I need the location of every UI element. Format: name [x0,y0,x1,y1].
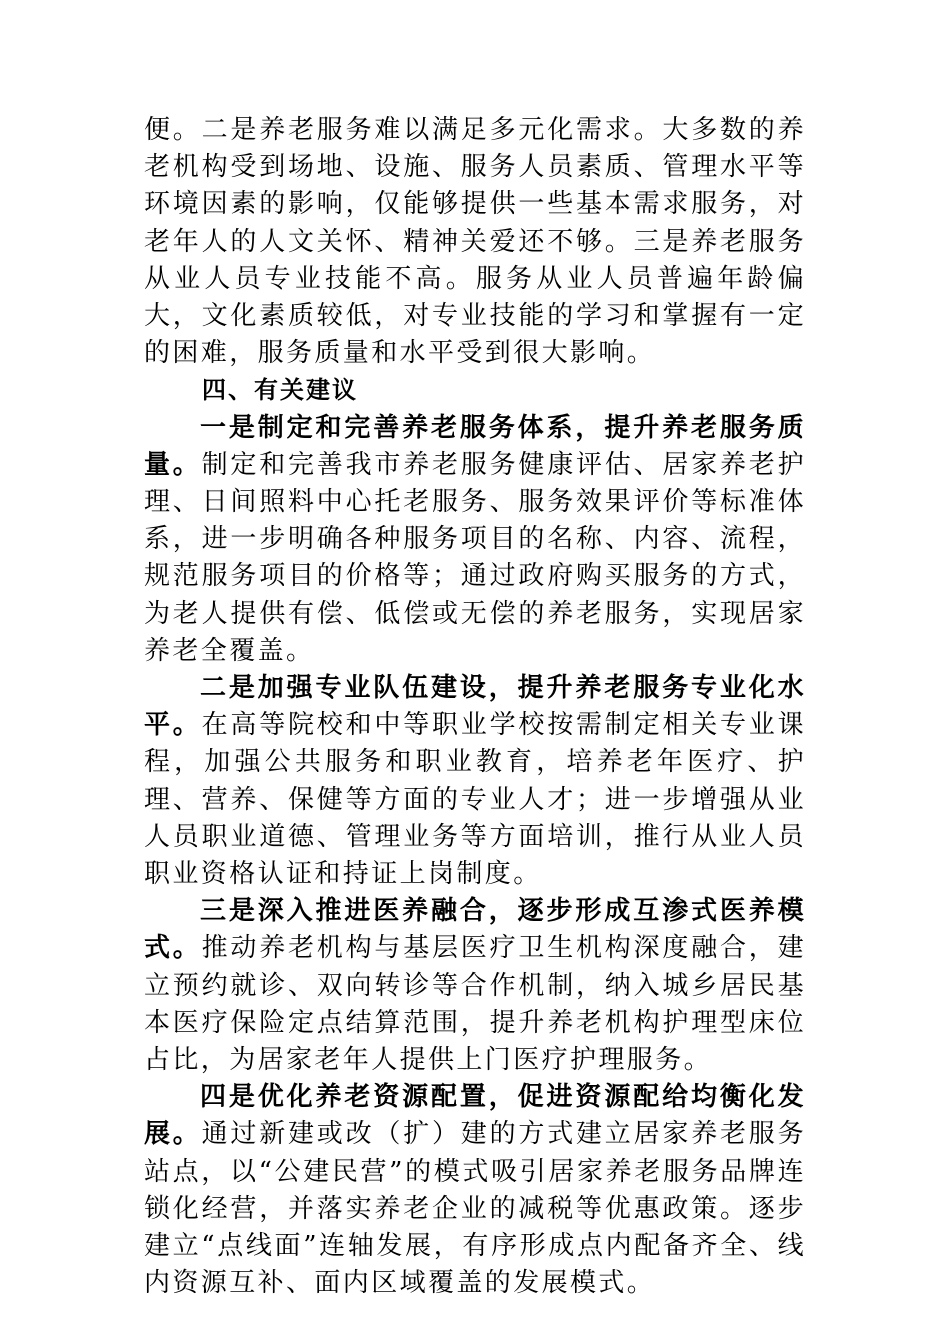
suggestion-lead: 四是优化养老资源配置，促进资源配给均衡化发展。 [144,1082,806,1150]
suggestion-paragraph-4 [144,1079,806,1302]
section-heading: 四、有关建议 [202,376,358,405]
suggestion-paragraph-2 [144,670,806,893]
suggestion-lead: 三是深入推进医养融合，逐步形成互渗式医养模式。 [144,896,806,964]
suggestion-lead: 一是制定和完善养老服务体系，提升养老服务质量。 [144,412,806,480]
suggestion-body: 在高等院校和中等职业学校按需制定相关专业课程，加强公共服务和职业教育，培养老年医疗、护理、营养、保健等方面的专业人才；进一步增强从业人员职业道德、管理业务等方面培训，推行从业人员职业资格认证和持证上岗制度。 [144,710,806,890]
suggestion-lead: 二是加强专业队伍建设，提升养老服务专业化水平。 [144,673,806,741]
suggestion-paragraph-3 [144,893,806,1079]
suggestion-body: 制定和完善我市养老服务健康评估、居家养老护理、日间照料中心托老服务、服务效果评价等标准体系，进一步明确各种服务项目的名称、内容、流程，规范服务项目的价格等；通过政府购买服务的方式，为老人提供有偿、低偿或无偿的养老服务，实现居家养老全覆盖。 [144,449,806,666]
continued-paragraph: 便。二是养老服务难以满足多元化需求。大多数的养老机构受到场地、设施、服务人员素质、管理水平等环境因素的影响，仅能够提供一些基本需求服务，对老年人的人文关怀、精神关爱还不够。三是养老服务从业人员专业技能不高。服务从业人员普遍年龄偏大，文化素质较低，对专业技能的学习和掌握有一定的困难，服务质量和水平受到很大影响。 [144,115,806,369]
suggestion-paragraph-1 [144,410,806,670]
document-page [144,112,806,1303]
suggestion-body: 通过新建或改（扩）建的方式建立居家养老服务站点，以“公建民营”的模式吸引居家养老服务品牌连锁化经营，并落实养老企业的减税等优惠政策。逐步建立“点线面”连轴发展，有序形成点内配备齐全、线内资源互补、面内区域覆盖的发展模式。 [144,1119,806,1299]
suggestion-body: 推动养老机构与基层医疗卫生机构深度融合，建立预约就诊、双向转诊等合作机制，纳入城乡居民基本医疗保险定点结算范围，提升养老机构护理型床位占比，为居家老年人提供上门医疗护理服务。 [144,933,806,1076]
